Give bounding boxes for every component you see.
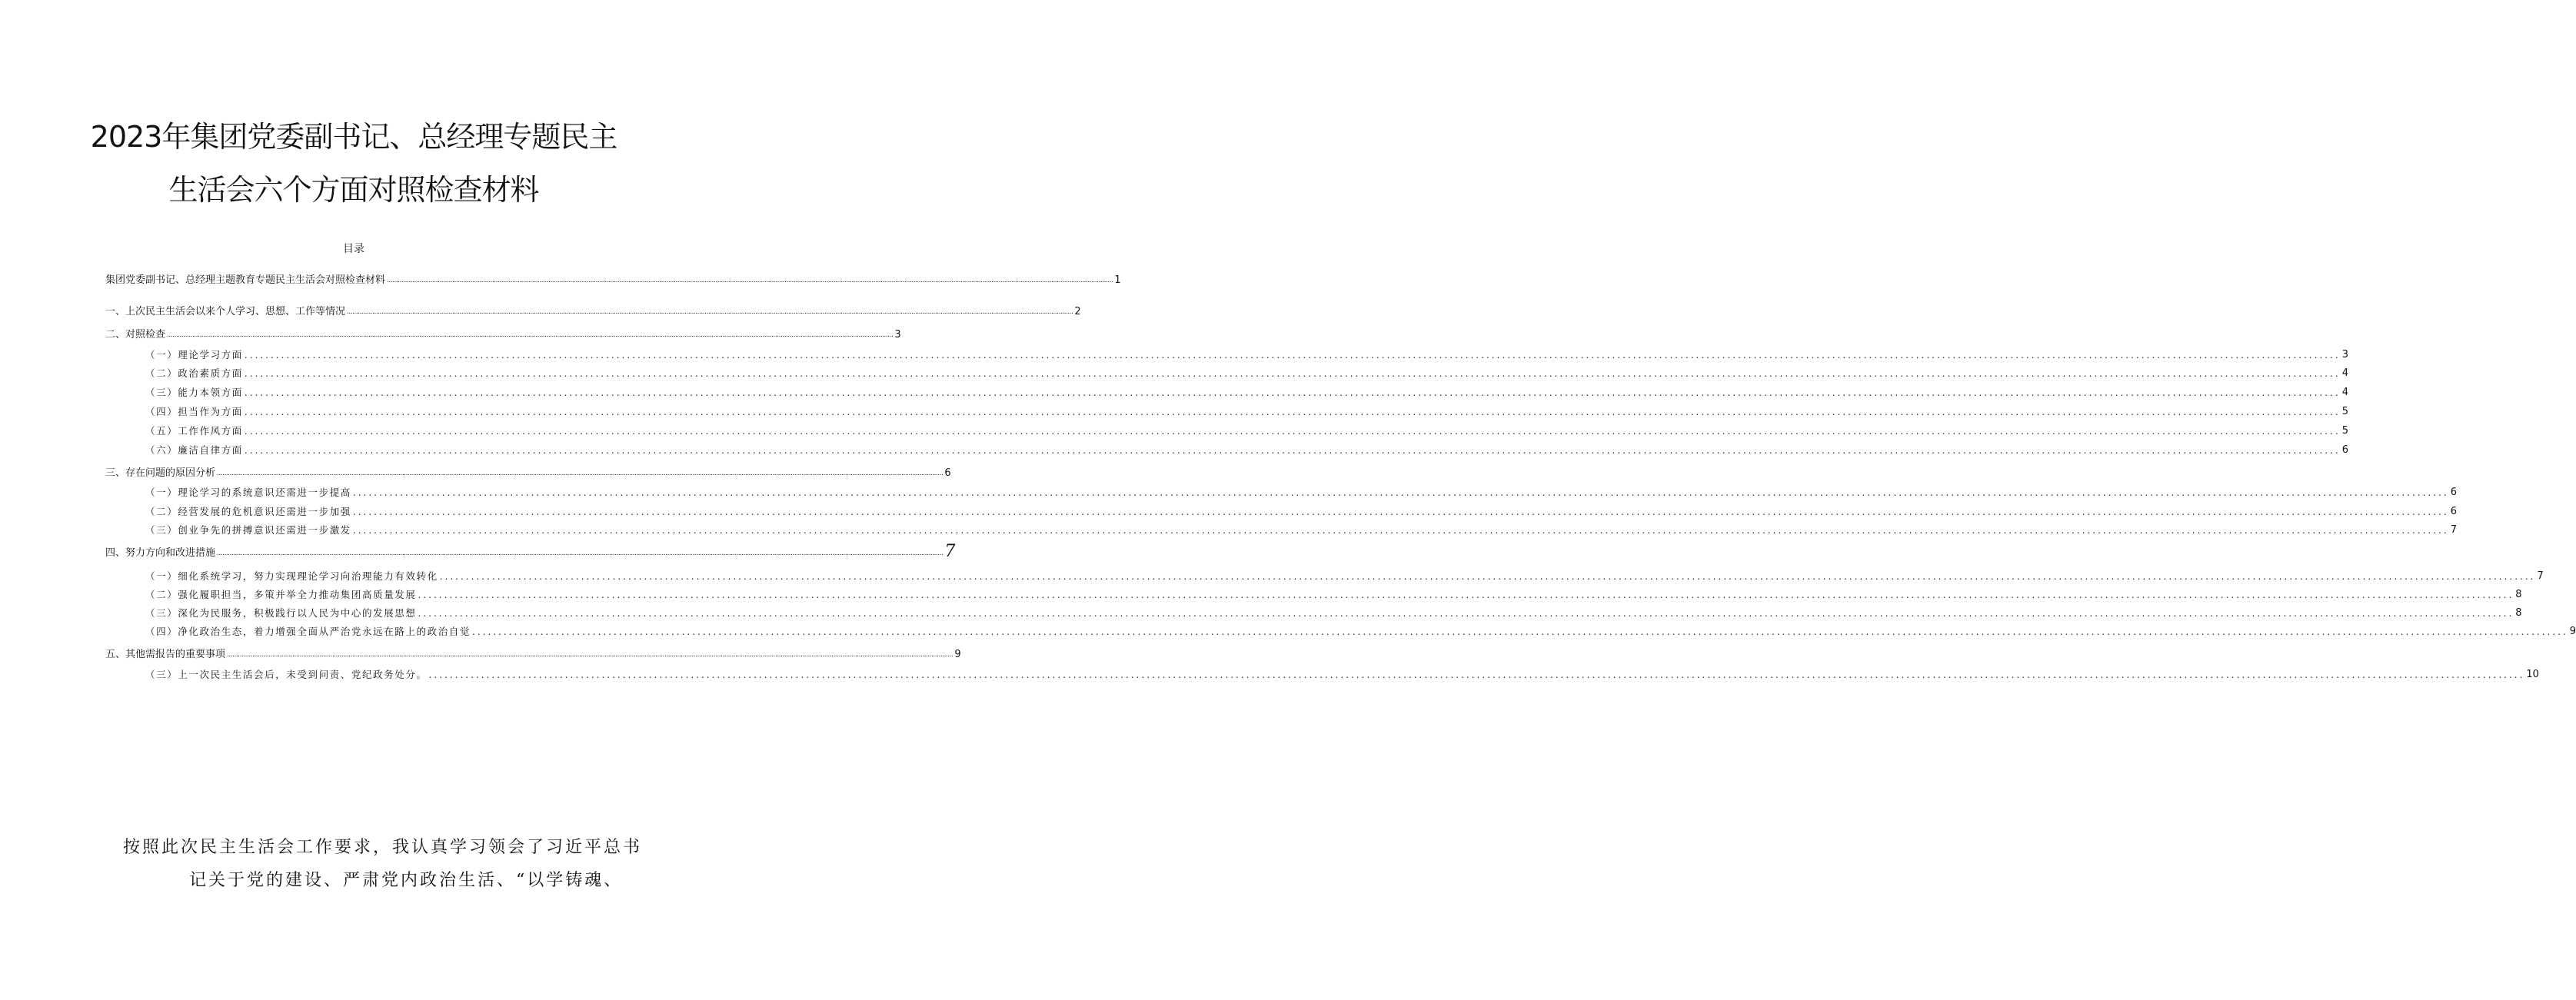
toc-entry-page: 7: [2537, 570, 2544, 582]
toc-entry-page: 7: [2450, 524, 2457, 536]
toc-entry-label: （五）工作作风方面: [145, 425, 243, 437]
toc-entry[interactable]: [145, 521, 2457, 537]
document-title-line-1: 2023年集团党委副书记、总经理专题民主: [90, 120, 617, 154]
toc-entry-page: 7: [944, 542, 956, 561]
toc-heading: 目录: [343, 243, 364, 255]
toc-entry[interactable]: [145, 384, 2348, 399]
toc-entry[interactable]: [105, 303, 1081, 318]
toc-entry[interactable]: [105, 542, 956, 561]
toc-dot-leader: ................................................................................................................................................................................................................................................................................................................................................................................................................: [418, 608, 2514, 619]
toc-entry-page: 6: [2450, 506, 2457, 517]
toc-dot-leader: ................................................................................................................................................................................................................................................................................................................................................................................................................: [428, 669, 2525, 680]
toc-entry-label: （二）政治素质方面: [145, 367, 243, 379]
toc-dot-leader: ................................................................................................................................................................................................................................................................................................................................................................................................................: [352, 487, 2449, 498]
toc-dot-leader: ................................................................................................................................................................................................................................................................................................................................................................................................................: [217, 550, 944, 557]
toc-entry-page: 6: [2341, 444, 2348, 456]
toc-entry-label: （二）经营发展的危机意识还需进一步加强: [145, 506, 351, 517]
toc-entry-page: 5: [2341, 425, 2348, 437]
toc-entry-page: 6: [2450, 487, 2457, 498]
toc-entry[interactable]: [145, 666, 2539, 681]
toc-entry-page: 10: [2526, 669, 2539, 680]
toc-entry-page: 3: [894, 329, 901, 341]
toc-entry-label: （三）创业争先的拼搏意识还需进一步激发: [145, 524, 351, 536]
toc-dot-leader: ................................................................................................................................................................................................................................................................................................................................................................................................................: [227, 651, 954, 659]
toc-entry[interactable]: [145, 346, 2348, 361]
toc-entry-page: 9: [2569, 626, 2576, 637]
toc-entry[interactable]: [145, 586, 2522, 601]
toc-entry[interactable]: [105, 646, 961, 661]
body-text-line-2: 记关于党的建设、严肃党内政治生活、“以学铸魂、: [189, 871, 624, 890]
toc-dot-leader: ................................................................................................................................................................................................................................................................................................................................................................................................................: [244, 445, 2341, 456]
toc-entry-page: 2: [1074, 306, 1081, 317]
toc-entry-label: （四）净化政治生态，着力增强全面从严治党永远在路上的政治自觉: [145, 626, 471, 637]
toc-entry-page: 1: [1114, 274, 1121, 286]
toc-entry-page: 8: [2515, 607, 2522, 619]
toc-entry[interactable]: [145, 403, 2348, 418]
toc-dot-leader: ................................................................................................................................................................................................................................................................................................................................................................................................................: [347, 308, 1073, 316]
toc-entry-label: （二）强化履职担当，多策并举全力推动集团高质量发展: [145, 589, 417, 600]
toc-entry-label: 五、其他需报告的重要事项: [105, 649, 226, 660]
toc-entry[interactable]: [145, 364, 2348, 380]
toc-dot-leader: ................................................................................................................................................................................................................................................................................................................................................................................................................: [244, 350, 2341, 360]
document-title-line-2: 生活会六个方面对照检查材料: [168, 173, 539, 207]
toc-entry-page: 3: [2341, 349, 2348, 360]
toc-entry-label: （一）理论学习的系统意识还需进一步提高: [145, 487, 351, 498]
toc-entry[interactable]: [145, 422, 2348, 437]
toc-entry[interactable]: [145, 604, 2522, 620]
toc-entry[interactable]: [145, 623, 2576, 638]
toc-entry-label: 集团党委副书记、总经理主题教育专题民主生活会对照检查材料: [105, 274, 386, 286]
toc-entry-label: 二、对照检查: [105, 329, 166, 341]
toc-entry[interactable]: [105, 326, 901, 341]
toc-entry-page: 9: [954, 649, 961, 660]
toc-dot-leader: ................................................................................................................................................................................................................................................................................................................................................................................................................: [418, 590, 2514, 600]
toc-entry-label: （一）细化系统学习，努力实现理论学习向治理能力有效转化: [145, 570, 438, 582]
toc-entry-label: 一、上次民主生活会以来个人学习、思想、工作等情况: [105, 306, 346, 317]
toc-entry-label: （一）理论学习方面: [145, 349, 243, 360]
toc-entry-label: （四）担当作为方面: [145, 406, 243, 417]
toc-entry-label: （六）廉洁自律方面: [145, 444, 243, 456]
toc-entry-label: （三）能力本领方面: [145, 387, 243, 398]
toc-dot-leader: ................................................................................................................................................................................................................................................................................................................................................................................................................: [167, 331, 894, 339]
toc-entry-label: 三、存在问题的原因分析: [105, 467, 216, 479]
toc-entry[interactable]: [145, 503, 2457, 518]
toc-dot-leader: ................................................................................................................................................................................................................................................................................................................................................................................................................: [439, 571, 2536, 582]
toc-entry[interactable]: [145, 483, 2457, 499]
toc-entry-page: 6: [944, 467, 951, 479]
toc-entry[interactable]: [145, 567, 2544, 583]
toc-dot-leader: ................................................................................................................................................................................................................................................................................................................................................................................................................: [244, 407, 2341, 417]
toc-entry-page: 4: [2341, 367, 2348, 379]
toc-entry-page: 4: [2341, 387, 2348, 398]
toc-dot-leader: ................................................................................................................................................................................................................................................................................................................................................................................................................: [352, 525, 2449, 536]
toc-entry-label: （三）深化为民服务，积极践行以人民为中心的发展思想: [145, 607, 417, 619]
toc-entry-page: 8: [2515, 589, 2522, 600]
toc-dot-leader: ................................................................................................................................................................................................................................................................................................................................................................................................................: [244, 387, 2341, 398]
toc-dot-leader: ................................................................................................................................................................................................................................................................................................................................................................................................................: [217, 470, 944, 477]
toc-dot-leader: ................................................................................................................................................................................................................................................................................................................................................................................................................: [472, 626, 2568, 637]
toc-entry-page: 5: [2341, 406, 2348, 417]
toc-dot-leader: ................................................................................................................................................................................................................................................................................................................................................................................................................: [387, 277, 1113, 284]
toc-dot-leader: ................................................................................................................................................................................................................................................................................................................................................................................................................: [352, 507, 2449, 517]
toc-entry-label: 四、努力方向和改进措施: [105, 547, 216, 559]
toc-entry[interactable]: [145, 441, 2348, 457]
toc-entry[interactable]: [105, 464, 951, 480]
toc-entry-label: （三）上一次民主生活会后，未受到问责、党纪政务处分。: [145, 669, 428, 680]
toc-dot-leader: ................................................................................................................................................................................................................................................................................................................................................................................................................: [244, 426, 2341, 437]
body-text-line-1: 按照此次民主生活会工作要求，我认真学习领会了习近平总书: [123, 838, 643, 857]
toc-dot-leader: ................................................................................................................................................................................................................................................................................................................................................................................................................: [244, 368, 2341, 379]
toc-entry[interactable]: [105, 271, 1121, 287]
